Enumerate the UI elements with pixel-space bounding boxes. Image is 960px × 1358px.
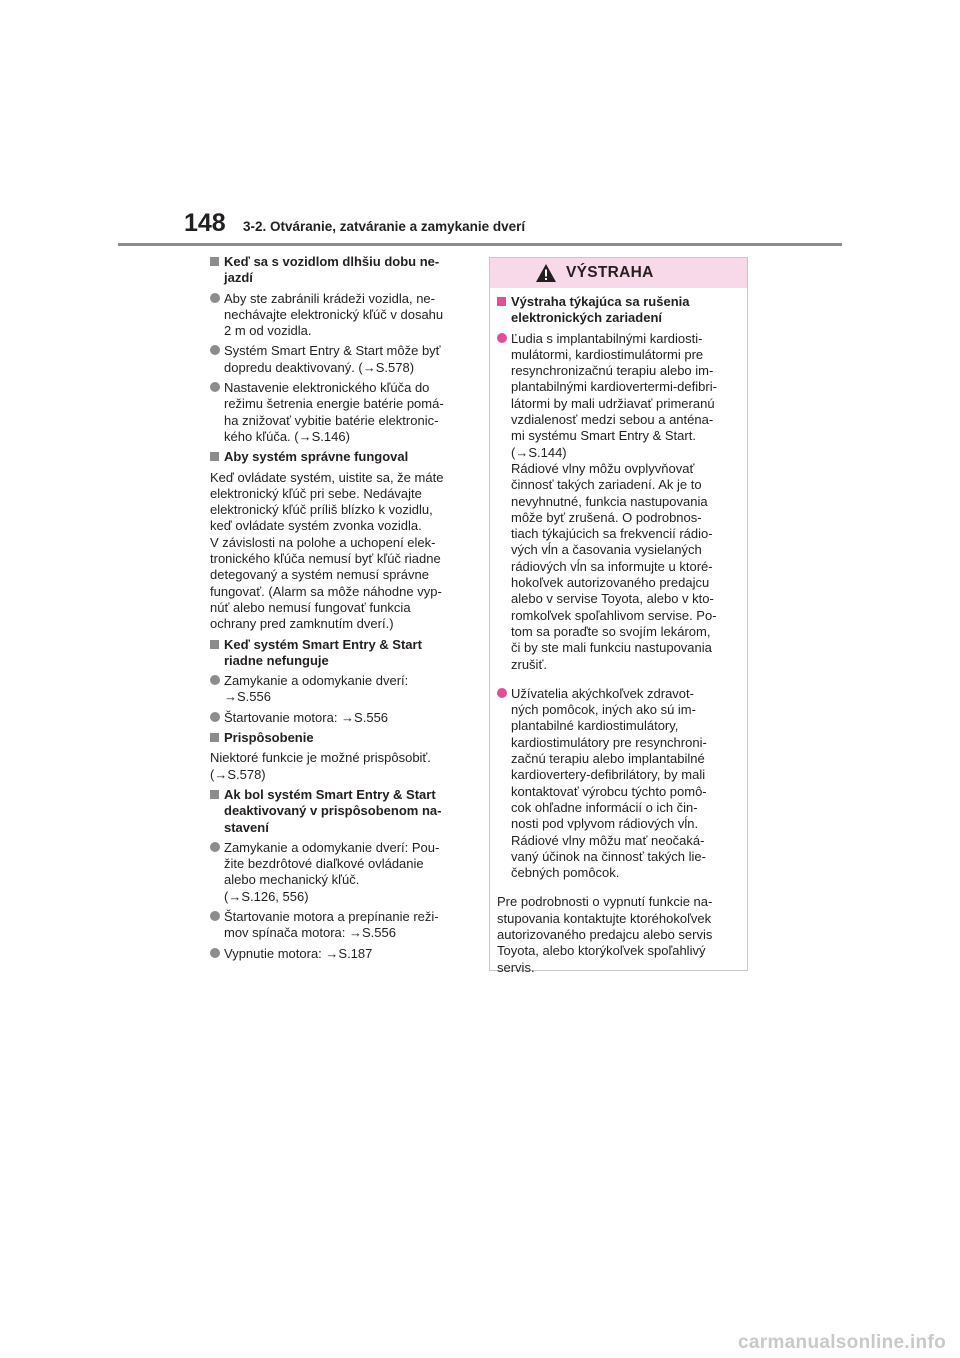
paragraph-customization: Niektoré funkcie je možné prispôsobiť. (→S.578)	[210, 750, 431, 782]
section-title: 3-2. Otváranie, zatváranie a zamykanie dverí	[243, 219, 526, 234]
bullet-battery-saving: Nastavenie elektronického kľúča do režimu šetrenia energie batérie pomá- ha znižovať vybitie batérie elektronic- kého kľúča. (→S.146)	[210, 380, 478, 445]
warning-body	[490, 288, 747, 976]
round-bullet-icon	[210, 948, 220, 958]
heading-deactivated-system: Ak bol systém Smart Entry & Start deaktivovaný v prispôsobenom na- stavení	[210, 787, 478, 836]
bullet-engine-stop: Vypnutie motora: →S.187	[210, 946, 478, 962]
spacer	[497, 677, 740, 686]
square-bullet-icon	[210, 640, 219, 649]
round-bullet-icon	[210, 293, 220, 303]
square-bullet-icon	[497, 297, 506, 306]
spacer	[497, 885, 740, 894]
paragraph-correct-operation: Keď ovládate systém, uistite sa, že máte elektronický kľúč pri sebe. Nedávajte elektronický kľúč príliš blízko k vozidlu, keď ovládate systém zvonka vozidla. V závislosti na polohe a uchopení elek- tronického kľúča nemusí byť kľúč riadne detegovaný a systém nemusí správne fungovať. (Alarm sa môže náhodne vyp- núť alebo nemusí fungovať funkcia ochrany pred zamknutím dverí.)	[210, 469, 444, 632]
bullet-deactivation: Systém Smart Entry & Start môže byť dopredu deaktivovaný. (→S.578)	[210, 343, 478, 376]
left-column	[210, 254, 478, 966]
bullet-implant-users: Ľudia s implantabilnými kardiosti- mulátormi, kardiostimulátormi pre resynchronizačnú terapiu alebo im- plantabilnými kardiovertermi-defibri- látormi by mali udržiavať primeranú vzdialenosť medzi sebou a anténa- mi systému Smart Entry & Start. (→S.144) Rádiové vlny môžu ovplyvňovať činnosť takých zariadení. Ak je to nevyhnutné, funkcia nastupovania môže byť zrušená. O podrobnos- tiach týkajúcich sa frekvencií rádio- vých vĺn a časovania vysielaných rádiových vĺn sa informujte u ktoré- hokoľvek autorizovaného predajcu alebo v servise Toyota, alebo v kto- romkoľvek spoľahlivom servise. Po- tom sa poraďte so svojím lekárom, či by ste mali funkciu nastupovania zrušiť.	[497, 331, 740, 673]
round-bullet-icon	[210, 911, 220, 921]
heading-customization: Prispôsobenie	[210, 730, 478, 746]
bullet-theft-prevention: Aby ste zabránili krádeži vozidla, ne- nechávajte elektronický kľúč v dosahu 2 m od vozidla.	[210, 291, 478, 340]
warning-triangle-icon	[535, 263, 557, 287]
square-bullet-icon	[210, 790, 219, 799]
header-rule	[118, 243, 842, 246]
square-bullet-icon	[210, 733, 219, 742]
round-bullet-icon	[210, 345, 220, 355]
bullet-medical-devices: Užívatelia akýchkoľvek zdravot- ných pomôcok, iných ako sú im- plantabilné kardiostimulátory, kardiostimulátory pre resynchroni- začnú terapiu alebo implantabilné kardiovertery-defibrilátory, by mali kontaktovať výrobcu týchto pomô- cok ohľadne informácií o ich čin- nosti pod vplyvom rádiových vĺn. Rádiové vlny môžu mať neočaká- vaný účinok na činnosť takých lie- čebných pomôcok.	[497, 686, 740, 882]
warning-header	[490, 258, 747, 288]
round-bullet-icon	[210, 382, 220, 392]
square-bullet-icon	[210, 452, 219, 461]
round-bullet-icon	[497, 333, 507, 343]
bullet-lock-unlock-doors: Zamykanie a odomykanie dverí: →S.556	[210, 673, 478, 706]
square-bullet-icon	[210, 257, 219, 266]
round-bullet-icon	[210, 712, 220, 722]
heading-correct-operation: Aby systém správne fungoval	[210, 449, 478, 465]
heading-malfunction: Keď systém Smart Entry & Start riadne nefunguje	[210, 637, 478, 670]
bullet-engine-switch-modes: Štartovanie motora a prepínanie reži- mov spínača motora: →S.556	[210, 909, 478, 942]
warning-title: VÝSTRAHA	[566, 264, 654, 281]
round-bullet-icon	[210, 842, 220, 852]
heading-long-parking: Keď sa s vozidlom dlhšiu dobu ne- jazdí	[210, 254, 478, 287]
round-bullet-icon	[210, 675, 220, 685]
bullet-wireless-remote: Zamykanie a odomykanie dverí: Pou- žite bezdrôtové diaľkové ovládanie alebo mechanický kľúč. (→S.126, 556)	[210, 840, 478, 905]
watermark: carmanualsonline.info	[738, 1332, 946, 1353]
bullet-engine-start: Štartovanie motora: →S.556	[210, 710, 478, 726]
paragraph-deactivation-info: Pre podrobnosti o vypnutí funkcie na- stupovania kontaktujte ktoréhokoľvek autorizovaného predajcu alebo servis Toyota, alebo ktorýkoľvek spoľahlivý servis.	[497, 894, 713, 975]
warning-box	[489, 257, 748, 975]
page-number: 148	[184, 209, 226, 237]
round-bullet-icon	[497, 688, 507, 698]
heading-interference-warning: Výstraha týkajúca sa rušenia elektronických zariadení	[497, 294, 740, 327]
